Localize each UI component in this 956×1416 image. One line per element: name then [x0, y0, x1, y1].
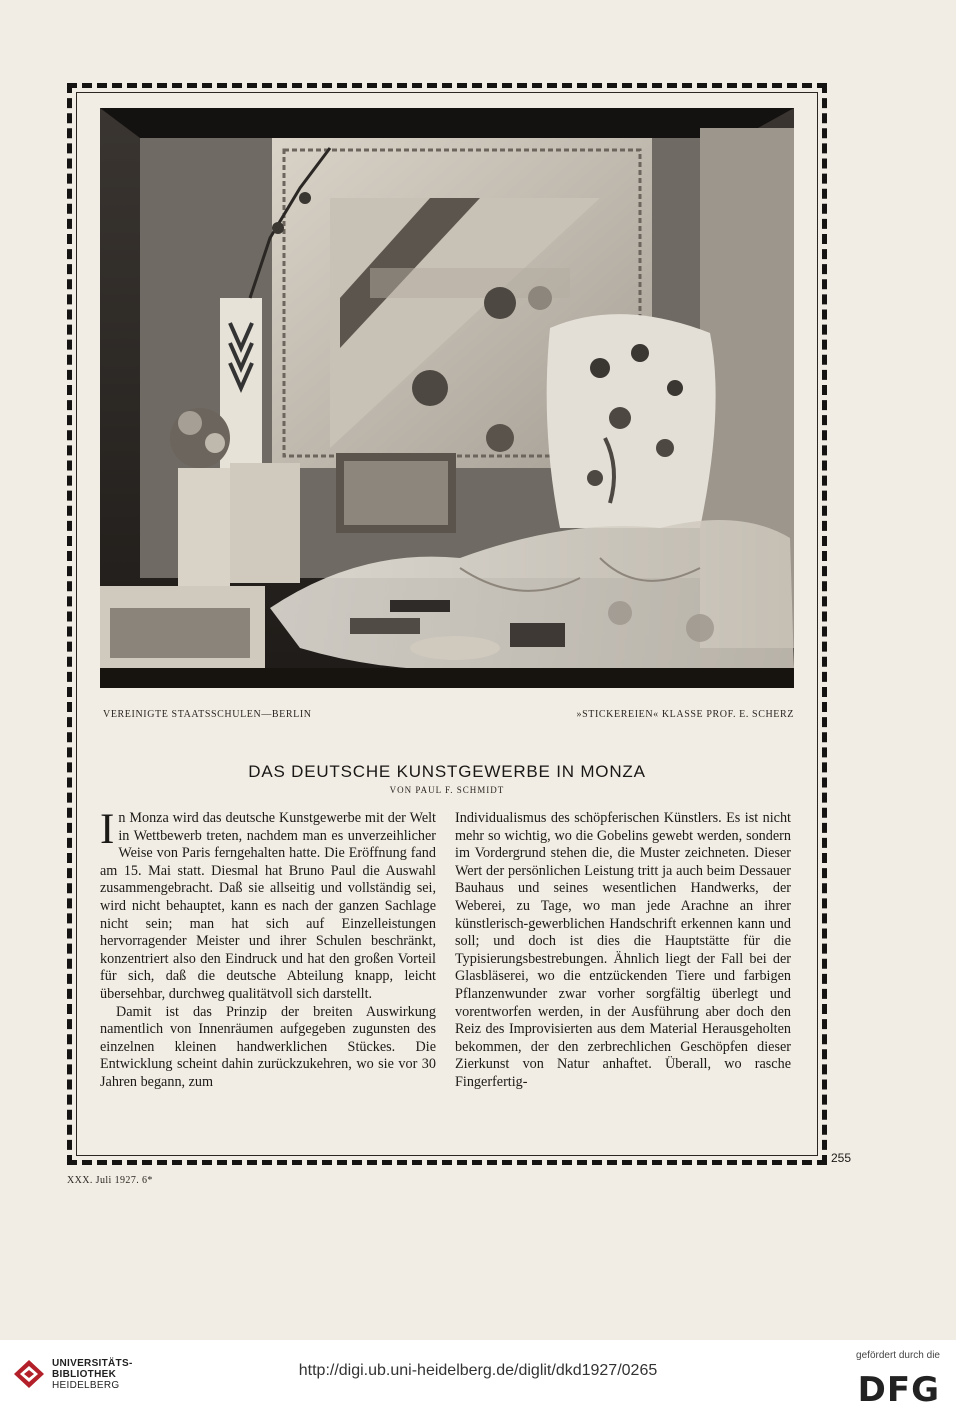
drop-cap: I: [100, 806, 115, 853]
article-title: DAS DEUTSCHE KUNSTGEWERBE IN MONZA: [248, 762, 646, 781]
paragraph-2: Damit ist das Prinzip der breiten Auswirkung namentlich von Innenräumen aufgegeben zugunsten des einzelnen kleinen handwerklichen Stückes. Die Entwicklung scheint dahin zurückzukehren, wo sie vor 30 Jahren begann, zum: [100, 1003, 436, 1090]
photo-caption-right: »STICKEREIEN« KLASSE PROF. E. SCHERZ: [576, 709, 794, 720]
dfg-logo[interactable]: DFG: [857, 1370, 940, 1410]
text-column-left: [100, 806, 436, 1092]
logo-line-1: UNIVERSITÄTS-: [52, 1358, 133, 1369]
embroidery-photograph: [100, 108, 794, 688]
photo-illustration: [100, 108, 794, 688]
logo-line-3: HEIDELBERG: [52, 1380, 120, 1391]
logo-line-2: BIBLIOTHEK: [52, 1369, 117, 1380]
digitization-banner: [0, 1340, 956, 1416]
issue-footer: XXX. Juli 1927. 6*: [67, 1175, 153, 1186]
permalink-url[interactable]: http://digi.ub.uni-heidelberg.de/diglit/dkd1927/0265: [298, 1362, 658, 1379]
text-column-right: [455, 810, 791, 1092]
paragraph-1: [100, 806, 436, 1004]
page-number: 255: [831, 1151, 852, 1165]
sponsor-text: gefördert durch die: [856, 1350, 940, 1361]
article-author: VON PAUL F. SCHMIDT: [389, 785, 505, 795]
paragraph-1-text: n Monza wird das deutsche Kunstgewerbe mit der Welt in Wettbewerb treten, nachdem man es unverzeihlicher Weise von Paris ferngehalten hatte. Die Eröffnung fand am 15. Mai statt. Diesmal hat Bruno Paul die Auswahl zusammengebracht. Daß sie allseitig und vollständig sei, wird nicht behauptet, kann es nach der ganzen Sachlage nicht sein; man hat sich auf Einzelleistungen hervorragender Meister und ihrer Schulen beschränkt, konzentriert also den Eindruck und hat den großen Vorteil für sich, daß die deutsche Abteilung knapp, leicht übersehbar, durchweg qualitätvoll sich darstellt.: [100, 810, 436, 1002]
photo-caption-left: VEREINIGTE STAATSSCHULEN—BERLIN: [103, 709, 312, 720]
paragraph-3: Individualismus des schöpferischen Künstlers. Es ist nicht mehr so wichtig, wo die Gobelins gewebt werden, sondern im Vordergrund stehen die, die Muster zeichneten. Dieser Wert der persönlichen Leistung tritt ja auch beim Dessauer Bauhaus und seines wesentlichen Handwerks, der Weberei, zu Tage, wo man jede Arachne an ihrer künstlerisch-gewerblichen Handschrift erkennen kann und soll; und doch ist dies die Hauptstätte für die Typisierungsbestrebungen. Ähnlich liegt der Fall bei der Glasbläserei, wo die entzückenden Tiere und farbigen Pflanzenwunder zwar vorher sorgfältig überlegt und vorentworfen werden, in der Ausführung aber doch den Reiz des Improvisierten aus dem Material Herausgeholten bekommen, der den zerbrechlichen Geschöpfen dieser Zierkunst von Natur anhaftet. Überall, wo rasche Fingerfertig-: [455, 810, 791, 1090]
